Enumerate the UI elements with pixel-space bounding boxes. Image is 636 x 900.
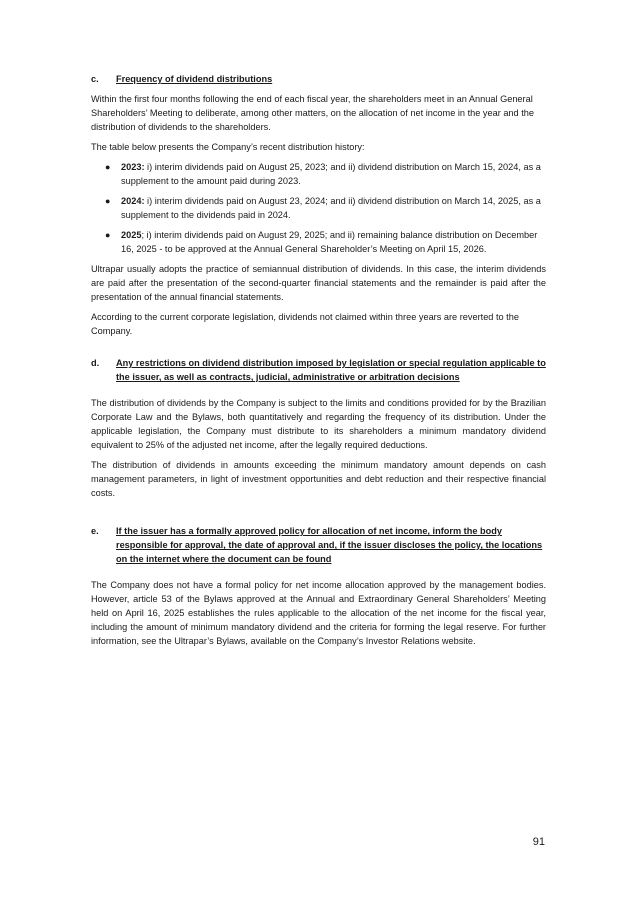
section-e-para1: The Company does not have a formal policy for net income allocation approved by the management bodies. However, article 53 of the Bylaws approved at the Annual and Extraordinary General Shareholders’ Meeting held on April 16, 2025 establishes the rules applicable to the allocation of the net income for the fiscal year, including the amount of minimum mandatory dividend and the criteria for forming the legal reserve. For further information, see the Ultrapar’s Bylaws, available on the Company’s Investor Relations website.	[91, 580, 546, 646]
document-page	[91, 72, 546, 654]
section-c-letter: c.	[91, 74, 99, 84]
list-item-year: 2023:	[121, 162, 145, 172]
list-item-text: i) interim dividends paid on August 25, 2023; and ii) dividend distribution on March 15, 2024, as a supplement to the amount paid during 2023.	[121, 162, 541, 186]
list-item	[91, 194, 546, 222]
list-item-year: 2025	[121, 230, 142, 240]
section-c-title: Frequency of dividend distributions	[116, 74, 273, 84]
bullet-icon: ●	[105, 162, 111, 172]
section-d-heading	[91, 356, 546, 384]
section-c-semiannual: Ultrapar usually adopts the practice of semiannual distribution of dividends. In this case, the interim dividends are paid after the presentation of the second-quarter financial statements and the remainder is paid after the presentation of the annual financial statements.	[91, 264, 546, 302]
section-c-table-intro: The table below presents the Company’s recent distribution history:	[91, 142, 365, 152]
page-number: 91	[532, 836, 545, 848]
list-item	[91, 160, 546, 188]
list-item-text: ; i) interim dividends paid on August 29, 2025; and ii) remaining balance distribution on December 16, 2025 - to be approved at the Annual General Shareholder’s Meeting on April 15, 2026.	[121, 230, 538, 254]
section-c-unclaimed: According to the current corporate legislation, dividends not claimed within three years are reverted to the Company.	[91, 312, 519, 336]
section-d-para1: The distribution of dividends by the Company is subject to the limits and conditions provided for by the Brazilian Corporate Law and the Bylaws, both quantitatively and regarding the frequency of its distribution. Under the applicable legislation, the Company must distribute to its shareholders a minimum mandatory dividend equivalent to 25% of the adjusted net income, after the legally required deductions.	[91, 398, 546, 450]
section-c-heading	[91, 72, 546, 86]
section-e-letter: e.	[91, 526, 99, 536]
section-c-intro: Within the first four months following the end of each fiscal year, the shareholders meet in an Annual General Shareholders’ Meeting to deliberate, among other matters, on the allocation of net income in the year and the distribution of dividends to the shareholders.	[91, 94, 534, 132]
section-d-title: Any restrictions on dividend distribution imposed by legislation or special regulation applicable to the issuer, as well as contracts, judicial, administrative or arbitration decisions	[116, 358, 546, 382]
section-e-heading	[91, 524, 546, 566]
section-d-para2: The distribution of dividends in amounts exceeding the minimum mandatory amount depends on cash management parameters, in light of investment opportunities and debt reduction and their respective financial costs.	[91, 460, 546, 498]
list-item	[91, 228, 546, 256]
list-item-year: 2024:	[121, 196, 145, 206]
section-d-letter: d.	[91, 358, 100, 368]
section-e-title: If the issuer has a formally approved policy for allocation of net income, inform the body responsible for approval, the date of approval and, if the issuer discloses the policy, the locations on the internet where the document can be found	[116, 526, 543, 564]
bullet-icon: ●	[105, 230, 111, 240]
bullet-icon: ●	[105, 196, 111, 206]
list-item-text: i) interim dividends paid on August 23, 2024; and ii) dividend distribution on March 14, 2025, as a supplement to the dividends paid in 2024.	[121, 196, 541, 220]
distribution-history-list	[91, 160, 546, 256]
